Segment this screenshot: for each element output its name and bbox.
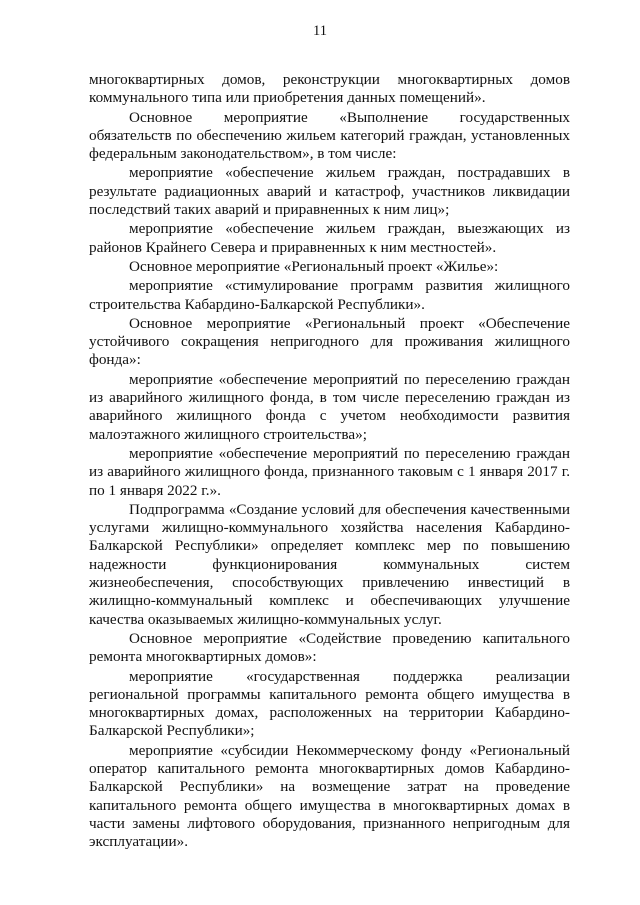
paragraph-main-measure-obligations: Основное мероприятие «Выполнение государственных обязательств по обеспечению жильем категорий граждан, установленных федеральным законодательством», в том числе: xyxy=(89,108,570,163)
paragraph-subprogram: Подпрограмма «Создание условий для обеспечения качественными услугами жилищно-коммунального хозяйства населения Кабардино-Балкарской Республики» определяет комплекс мер по повышению надежности функционирования коммунальных систем жизнеобеспечения, способствующих привлечению инвестиций в жилищно-коммунальный комплекс и обеспечивающих улучшение качества оказываемых жилищно-коммунальных услуг. xyxy=(89,500,570,628)
paragraph-main-measure-unfit-housing: Основное мероприятие «Региональный проект «Обеспечение устойчивого сокращения непригодного для проживания жилищного фонда»: xyxy=(89,314,570,369)
document-body xyxy=(89,71,570,851)
paragraph-measure-state-support: мероприятие «государственная поддержка реализации региональной программы капитального ремонта общего имущества в многоквартирных домах, расположенных на территории Кабардино-Балкарской Республики»; xyxy=(89,667,570,740)
page-number: 11 xyxy=(313,23,327,39)
paragraph-measure-housing-stimulus: мероприятие «стимулирование программ развития жилищного строительства Кабардино-Балкарской Республики». xyxy=(89,277,570,313)
paragraph-measure-subsidies: мероприятие «субсидии Некоммерческому фонду «Региональный оператор капитального ремонта многоквартирных домов Кабардино-Балкарской Республики» на возмещение затрат на проведение капитального ремонта общего имущества в многоквартирных домах в части замены лифтового оборудования, признанного непригодным для эксплуатации». xyxy=(89,741,570,851)
paragraph-measure-resettlement: мероприятие «обеспечение мероприятий по переселению граждан из аварийного жилищного фонда, в том числе переселению граждан из аварийного жилищного фонда с учетом необходимости развития малоэтажного жилищного строительства»; xyxy=(89,370,570,443)
paragraph-main-measure-housing-project: Основное мероприятие «Региональный проект «Жилье»: xyxy=(129,257,499,275)
paragraph-continuation: многоквартирных домов, реконструкции многоквартирных домов коммунального типа или приобретения данных помещений». xyxy=(89,71,570,107)
paragraph-measure-resettlement-dates: мероприятие «обеспечение мероприятий по переселению граждан из аварийного жилищного фонда, признанного таковым с 1 января 2017 г. по 1 января 2022 г.». xyxy=(89,444,570,499)
paragraph-main-measure-capital-repair: Основное мероприятие «Содействие проведению капитального ремонта многоквартирных домов»: xyxy=(89,629,570,666)
paragraph-measure-far-north: мероприятие «обеспечение жильем граждан, выезжающих из районов Крайнего Севера и приравненных к ним местностей». xyxy=(89,220,570,256)
paragraph-measure-radiation-victims: мероприятие «обеспечение жильем граждан, пострадавших в результате радиационных аварий и катастроф, участников ликвидации последствий таких аварий и приравненных к ним лиц»; xyxy=(89,164,570,219)
